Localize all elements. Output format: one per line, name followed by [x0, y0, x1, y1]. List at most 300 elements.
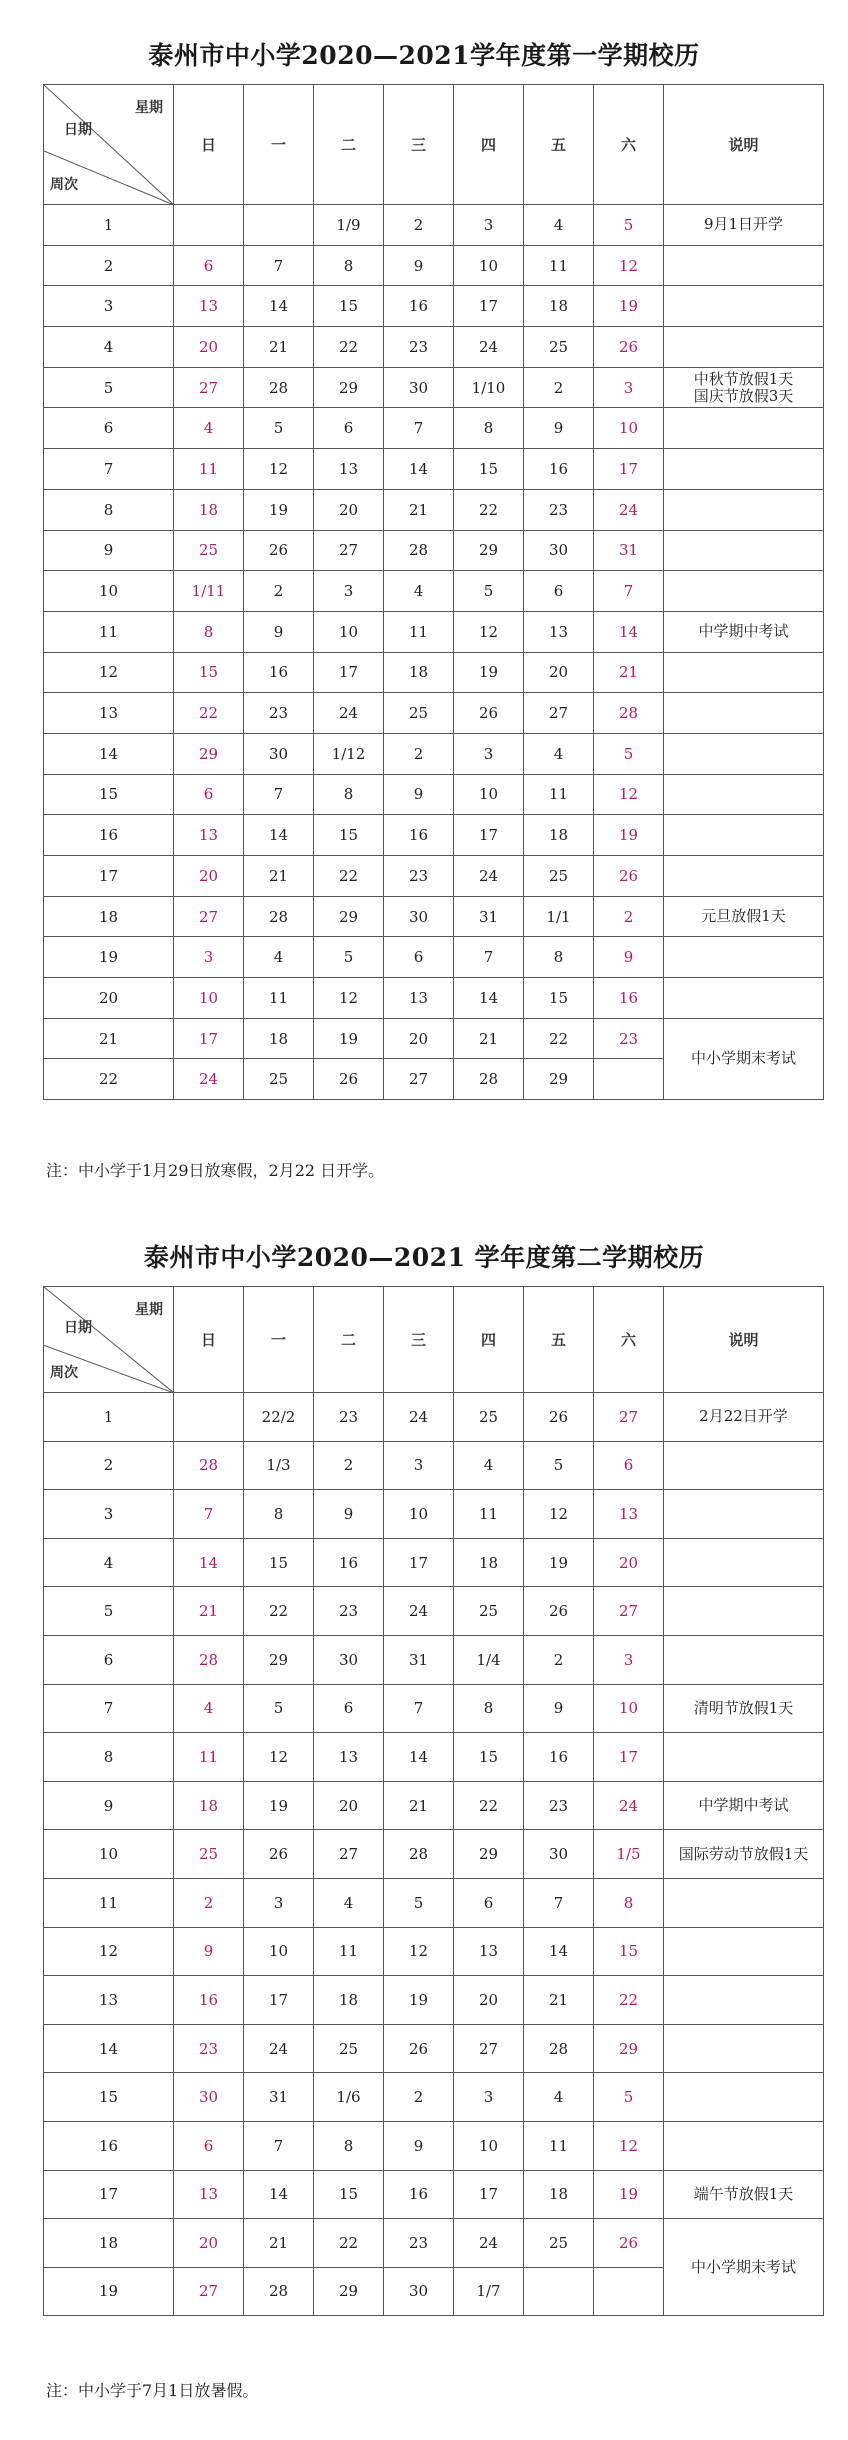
day-cell: 19	[314, 1018, 384, 1059]
header-row	[44, 85, 824, 205]
remark-cell	[664, 733, 824, 774]
weekday-header-3: 三	[384, 1287, 454, 1393]
day-cell: 26	[314, 1059, 384, 1100]
day-cell: 24	[174, 1059, 244, 1100]
day-cell: 22	[314, 2219, 384, 2268]
day-cell: 2	[594, 896, 664, 937]
day-cell: 16	[594, 978, 664, 1019]
remark-cell	[664, 1635, 824, 1684]
day-cell: 17	[594, 449, 664, 490]
weekday-header-6: 六	[594, 85, 664, 205]
day-cell: 30	[244, 733, 314, 774]
day-cell: 31	[454, 896, 524, 937]
weekday-header-4: 四	[454, 85, 524, 205]
day-cell: 30	[524, 530, 594, 571]
day-cell: 22	[454, 1781, 524, 1830]
day-cell: 8	[174, 611, 244, 652]
day-cell: 7	[594, 571, 664, 612]
week-number-cell: 6	[44, 1635, 174, 1684]
day-cell: 26	[524, 1393, 594, 1442]
day-cell: 1/3	[244, 1441, 314, 1490]
day-cell: 23	[314, 1393, 384, 1442]
day-cell: 30	[524, 1830, 594, 1879]
day-cell: 4	[524, 733, 594, 774]
day-cell	[524, 2267, 594, 2316]
week-number-cell: 16	[44, 2121, 174, 2170]
day-cell: 12	[524, 1490, 594, 1539]
day-cell: 16	[244, 652, 314, 693]
day-cell: 25	[524, 2219, 594, 2268]
day-cell: 1/10	[454, 367, 524, 408]
remark-cell	[664, 1587, 824, 1636]
week-row	[44, 1878, 824, 1927]
day-cell: 21	[384, 1781, 454, 1830]
corner-weekday-label: 星期	[135, 100, 163, 116]
remark-cell	[664, 1733, 824, 1782]
day-cell: 24	[454, 2219, 524, 2268]
week-number-cell: 17	[44, 2170, 174, 2219]
day-cell: 16	[384, 815, 454, 856]
day-cell	[594, 2267, 664, 2316]
day-cell: 9	[174, 1927, 244, 1976]
day-cell: 10	[454, 2121, 524, 2170]
remark-cell	[664, 408, 824, 449]
day-cell: 7	[244, 245, 314, 286]
day-cell: 19	[244, 1781, 314, 1830]
weekday-header-5: 五	[524, 85, 594, 205]
week-number-cell: 3	[44, 1490, 174, 1539]
day-cell: 13	[524, 611, 594, 652]
remark-text: 元旦放假1天	[701, 907, 786, 926]
remark-cell	[664, 2219, 824, 2316]
corner-week-label: 周次	[50, 177, 78, 193]
day-cell: 29	[524, 1059, 594, 1100]
week-row	[44, 1830, 824, 1879]
day-cell: 6	[384, 937, 454, 978]
day-cell: 23	[524, 489, 594, 530]
day-cell: 4	[174, 408, 244, 449]
day-cell: 25	[454, 1587, 524, 1636]
day-cell: 3	[594, 1635, 664, 1684]
remark-cell	[664, 937, 824, 978]
day-cell: 11	[524, 245, 594, 286]
day-cell: 15	[314, 815, 384, 856]
day-cell: 15	[314, 286, 384, 327]
day-cell: 3	[454, 2073, 524, 2122]
day-cell: 17	[454, 286, 524, 327]
week-number-cell: 19	[44, 937, 174, 978]
day-cell: 4	[454, 1441, 524, 1490]
header-row	[44, 1287, 824, 1393]
day-cell: 2	[524, 367, 594, 408]
day-cell: 30	[384, 2267, 454, 2316]
day-cell: 27	[594, 1587, 664, 1636]
day-cell: 22/2	[244, 1393, 314, 1442]
remark-cell	[664, 774, 824, 815]
day-cell: 13	[174, 815, 244, 856]
day-cell: 26	[594, 856, 664, 897]
day-cell: 5	[244, 1684, 314, 1733]
day-cell: 13	[314, 1733, 384, 1782]
day-cell: 8	[524, 937, 594, 978]
day-cell: 9	[384, 245, 454, 286]
day-cell: 4	[244, 937, 314, 978]
week-row	[44, 1587, 824, 1636]
day-cell	[594, 1059, 664, 1100]
day-cell: 31	[594, 530, 664, 571]
remark-cell	[664, 286, 824, 327]
week-number-cell: 3	[44, 286, 174, 327]
day-cell: 30	[314, 1635, 384, 1684]
remark-text: 国庆节放假3天	[693, 386, 794, 405]
day-cell: 24	[454, 856, 524, 897]
day-cell: 9	[524, 408, 594, 449]
day-cell: 14	[454, 978, 524, 1019]
week-number-cell: 13	[44, 693, 174, 734]
day-cell: 14	[524, 1927, 594, 1976]
corner-date-label: 日期	[64, 122, 92, 138]
week-number-cell: 17	[44, 856, 174, 897]
week-number-cell: 18	[44, 2219, 174, 2268]
day-cell: 5	[384, 1878, 454, 1927]
remark-cell	[664, 611, 824, 652]
day-cell: 1/6	[314, 2073, 384, 2122]
day-cell: 30	[384, 367, 454, 408]
remark-cell	[664, 1441, 824, 1490]
remark-cell	[664, 1684, 824, 1733]
day-cell: 11	[454, 1490, 524, 1539]
remark-cell	[664, 1393, 824, 1442]
week-row	[44, 1441, 824, 1490]
week-number-cell: 9	[44, 530, 174, 571]
day-cell: 20	[174, 2219, 244, 2268]
day-cell: 3	[244, 1878, 314, 1927]
remark-cell	[664, 693, 824, 734]
day-cell: 27	[384, 1059, 454, 1100]
day-cell: 27	[524, 693, 594, 734]
day-cell: 29	[174, 733, 244, 774]
week-number-cell: 14	[44, 733, 174, 774]
day-cell: 23	[384, 856, 454, 897]
remark-cell	[664, 530, 824, 571]
remark-cell	[664, 1018, 824, 1099]
remark-cell	[664, 815, 824, 856]
day-cell: 9	[524, 1684, 594, 1733]
day-cell: 26	[244, 530, 314, 571]
day-cell: 9	[384, 774, 454, 815]
remark-cell	[664, 856, 824, 897]
week-row	[44, 205, 824, 246]
week-number-cell: 10	[44, 571, 174, 612]
day-cell: 13	[384, 978, 454, 1019]
remark-text: 端午节放假1天	[693, 2184, 794, 2203]
day-cell: 7	[384, 408, 454, 449]
day-cell: 29	[314, 896, 384, 937]
day-cell: 18	[384, 652, 454, 693]
remark-text: 中学期中考试	[698, 1796, 789, 1815]
remark-text: 中学期中考试	[698, 622, 789, 641]
day-cell: 25	[524, 856, 594, 897]
day-cell: 29	[244, 1635, 314, 1684]
day-cell: 6	[174, 2121, 244, 2170]
day-cell: 24	[244, 2024, 314, 2073]
week-row	[44, 1490, 824, 1539]
day-cell: 22	[524, 1018, 594, 1059]
day-cell: 10	[174, 978, 244, 1019]
day-cell: 15	[594, 1927, 664, 1976]
day-cell: 1/4	[454, 1635, 524, 1684]
day-cell: 14	[174, 1538, 244, 1587]
week-number-cell: 21	[44, 1018, 174, 1059]
day-cell: 30	[384, 896, 454, 937]
remark-cell	[664, 2024, 824, 2073]
day-cell: 14	[244, 815, 314, 856]
day-cell: 24	[384, 1393, 454, 1442]
day-cell: 5	[594, 205, 664, 246]
day-cell: 3	[594, 367, 664, 408]
week-row	[44, 286, 824, 327]
remark-cell	[664, 367, 824, 408]
corner-date-label: 日期	[64, 1320, 92, 1336]
day-cell: 9	[314, 1490, 384, 1539]
day-cell: 4	[524, 205, 594, 246]
day-cell: 29	[314, 2267, 384, 2316]
day-cell: 2	[314, 1441, 384, 1490]
day-cell: 1/12	[314, 733, 384, 774]
day-cell: 2	[244, 571, 314, 612]
week-row	[44, 1781, 824, 1830]
day-cell: 18	[174, 489, 244, 530]
week-number-cell: 11	[44, 1878, 174, 1927]
day-cell: 4	[524, 2073, 594, 2122]
day-cell: 26	[594, 2219, 664, 2268]
day-cell: 21	[244, 2219, 314, 2268]
remark-text: 中小学期末考试	[690, 2257, 796, 2276]
day-cell: 1/7	[454, 2267, 524, 2316]
week-row	[44, 1018, 824, 1059]
day-cell: 21	[384, 489, 454, 530]
day-cell: 28	[244, 367, 314, 408]
day-cell: 23	[594, 1018, 664, 1059]
remark-cell	[664, 1830, 824, 1879]
day-cell: 17	[384, 1538, 454, 1587]
week-number-cell: 15	[44, 774, 174, 815]
semester1-note: 注：中小学于1月29日放寒假，2月22 日开学。	[46, 1161, 385, 1180]
week-row	[44, 2219, 824, 2268]
day-cell: 11	[174, 449, 244, 490]
day-cell: 23	[524, 1781, 594, 1830]
day-cell: 22	[454, 489, 524, 530]
day-cell: 27	[174, 2267, 244, 2316]
day-cell: 1/9	[314, 205, 384, 246]
week-number-cell: 8	[44, 489, 174, 530]
day-cell: 2	[384, 2073, 454, 2122]
week-row	[44, 408, 824, 449]
day-cell: 12	[314, 978, 384, 1019]
weekday-header-0: 日	[174, 85, 244, 205]
day-cell: 19	[594, 2170, 664, 2219]
week-row	[44, 449, 824, 490]
day-cell: 7	[174, 1490, 244, 1539]
remark-cell	[664, 245, 824, 286]
day-cell: 24	[454, 327, 524, 368]
day-cell: 17	[244, 1976, 314, 2025]
week-row	[44, 815, 824, 856]
day-cell: 6	[174, 245, 244, 286]
remark-text: 2月22日开学	[699, 1407, 788, 1426]
day-cell: 11	[314, 1927, 384, 1976]
day-cell: 25	[174, 1830, 244, 1879]
weekday-header-0: 日	[174, 1287, 244, 1393]
week-number-cell: 12	[44, 1927, 174, 1976]
day-cell: 8	[454, 408, 524, 449]
day-cell: 20	[384, 1018, 454, 1059]
day-cell: 14	[384, 449, 454, 490]
week-row	[44, 571, 824, 612]
week-row	[44, 1538, 824, 1587]
week-number-cell: 16	[44, 815, 174, 856]
day-cell: 22	[594, 1976, 664, 2025]
day-cell: 13	[174, 2170, 244, 2219]
day-cell: 1/1	[524, 896, 594, 937]
day-cell: 28	[384, 530, 454, 571]
day-cell: 10	[594, 1684, 664, 1733]
day-cell: 5	[594, 733, 664, 774]
weekday-header-6: 六	[594, 1287, 664, 1393]
day-cell: 23	[384, 2219, 454, 2268]
remark-cell	[664, 896, 824, 937]
day-cell: 17	[454, 815, 524, 856]
day-cell: 25	[174, 530, 244, 571]
semester2-title: 泰州市中小学2020—2021 学年度第二学期校历	[143, 1243, 705, 1272]
week-row	[44, 652, 824, 693]
day-cell: 18	[524, 815, 594, 856]
day-cell: 29	[454, 530, 524, 571]
day-cell: 16	[384, 286, 454, 327]
remark-cell	[664, 1538, 824, 1587]
remark-cell	[664, 1976, 824, 2025]
remark-text: 中小学期末考试	[690, 1049, 796, 1068]
day-cell: 11	[244, 978, 314, 1019]
week-number-cell: 5	[44, 367, 174, 408]
day-cell: 16	[174, 1976, 244, 2025]
day-cell: 21	[524, 1976, 594, 2025]
remark-cell	[664, 2073, 824, 2122]
day-cell: 28	[174, 1635, 244, 1684]
weekday-header-2: 二	[314, 1287, 384, 1393]
day-cell: 15	[454, 449, 524, 490]
week-row	[44, 489, 824, 530]
day-cell: 11	[174, 1733, 244, 1782]
day-cell: 3	[454, 733, 524, 774]
day-cell: 23	[384, 327, 454, 368]
week-row	[44, 530, 824, 571]
day-cell: 30	[174, 2073, 244, 2122]
day-cell: 22	[314, 327, 384, 368]
week-row	[44, 856, 824, 897]
week-number-cell: 7	[44, 449, 174, 490]
remark-cell	[664, 1490, 824, 1539]
day-cell: 20	[174, 327, 244, 368]
day-cell: 13	[594, 1490, 664, 1539]
day-cell: 16	[524, 449, 594, 490]
day-cell: 23	[314, 1587, 384, 1636]
day-cell: 28	[174, 1441, 244, 1490]
day-cell: 11	[524, 2121, 594, 2170]
day-cell: 26	[524, 1587, 594, 1636]
week-number-cell: 1	[44, 205, 174, 246]
day-cell: 25	[384, 693, 454, 734]
day-cell: 18	[524, 286, 594, 327]
day-cell: 29	[314, 367, 384, 408]
day-cell: 6	[524, 571, 594, 612]
remark-cell	[664, 571, 824, 612]
day-cell: 29	[594, 2024, 664, 2073]
day-cell: 7	[384, 1684, 454, 1733]
day-cell: 8	[454, 1684, 524, 1733]
day-cell: 26	[594, 327, 664, 368]
weekday-header-2: 二	[314, 85, 384, 205]
day-cell: 27	[174, 896, 244, 937]
week-number-cell: 8	[44, 1733, 174, 1782]
week-number-cell: 5	[44, 1587, 174, 1636]
day-cell: 14	[384, 1733, 454, 1782]
day-cell: 2	[524, 1635, 594, 1684]
remark-text: 9月1日开学	[703, 215, 784, 234]
corner-weekday-label: 星期	[135, 1302, 163, 1318]
day-cell: 8	[314, 245, 384, 286]
day-cell: 29	[454, 1830, 524, 1879]
week-number-cell: 20	[44, 978, 174, 1019]
day-cell: 5	[314, 937, 384, 978]
day-cell: 9	[244, 611, 314, 652]
day-cell: 15	[524, 978, 594, 1019]
day-cell: 12	[244, 1733, 314, 1782]
day-cell: 19	[524, 1538, 594, 1587]
day-cell: 2	[384, 205, 454, 246]
remark-text: 国际劳动节放假1天	[678, 1844, 809, 1863]
day-cell: 15	[244, 1538, 314, 1587]
day-cell: 6	[314, 408, 384, 449]
day-cell: 24	[594, 489, 664, 530]
day-cell: 20	[454, 1976, 524, 2025]
day-cell: 24	[314, 693, 384, 734]
day-cell: 28	[594, 693, 664, 734]
day-cell: 3	[384, 1441, 454, 1490]
day-cell: 3	[174, 937, 244, 978]
day-cell: 15	[174, 652, 244, 693]
day-cell: 8	[314, 774, 384, 815]
day-cell: 11	[524, 774, 594, 815]
day-cell: 10	[594, 408, 664, 449]
day-cell: 21	[174, 1587, 244, 1636]
day-cell: 12	[384, 1927, 454, 1976]
week-number-cell: 2	[44, 245, 174, 286]
day-cell: 25	[314, 2024, 384, 2073]
day-cell: 24	[384, 1587, 454, 1636]
day-cell: 26	[454, 693, 524, 734]
day-cell: 26	[384, 2024, 454, 2073]
week-row	[44, 2024, 824, 2073]
day-cell: 22	[314, 856, 384, 897]
day-cell: 23	[174, 2024, 244, 2073]
day-cell: 17	[594, 1733, 664, 1782]
day-cell: 19	[384, 1976, 454, 2025]
day-cell: 17	[454, 2170, 524, 2219]
day-cell: 22	[244, 1587, 314, 1636]
day-cell: 20	[314, 1781, 384, 1830]
week-row	[44, 937, 824, 978]
